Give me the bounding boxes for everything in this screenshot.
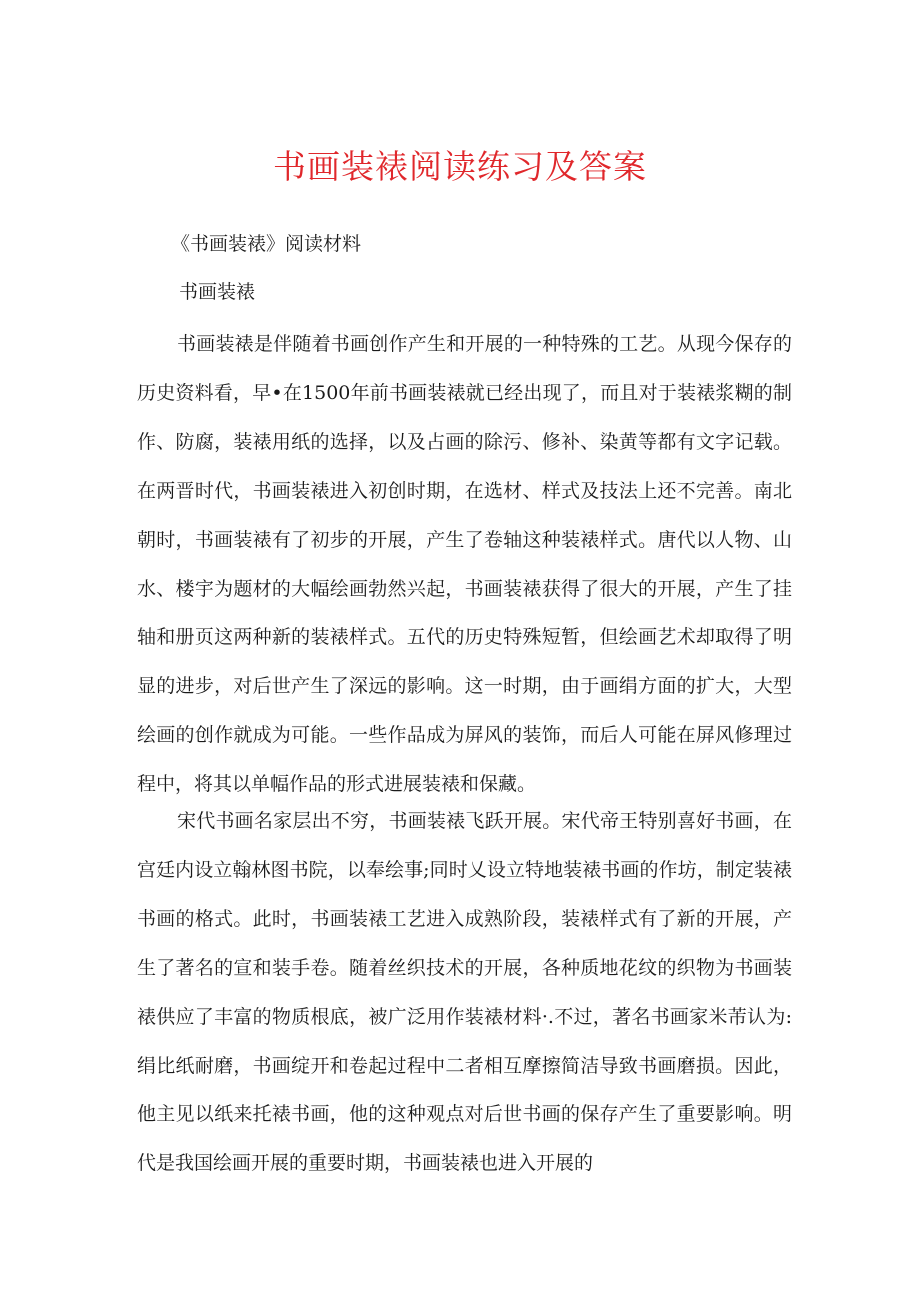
- section-heading: 书画装裱: [179, 281, 256, 303]
- document-title: 书画装裱阅读练习及答案: [273, 147, 647, 186]
- body-paragraph: 书画装裱是伴随着书画创作产生和开展的一种特殊的工艺。从现今保存的历史资料看，早•在1500年前书画装裱就已经出现了，而且对于装裱浆糊的制作、防腐，装裱用纸的选择，以及占画的除污、修补、染黄等都有文字记载。在两晋时代，书画装裱进入初创时期，在选材、样式及技法上还不完善。南北朝时，书画装裱有了初步的开展，产生了卷轴这种装裱样式。唐代以人物、山水、楼宇为题材的大幅绘画勃然兴起，书画装裱获得了很大的开展，产生了挂轴和册页这两种新的装裱样式。五代的历史特殊短暂，但绘画艺术却取得了明显的进步，对后世产生了深远的影响。这一时期，由于画绢方面的扩大，大型绘画的创作就成为可能。一些作品成为屏风的装饰，而后人可能在屏风修理过程中，将其以单幅作品的形式进展装裱和保藏。: [137, 333, 792, 796]
- document-subtitle: 《书画装裱》阅读材料: [171, 233, 362, 255]
- body-paragraph: 宋代书画名家层出不穷，书画装裱飞跃开展。宋代帝王特别喜好书画，在宫廷内设立翰林图书院，以奉绘事;同时乂设立特地装裱书画的作坊，制定装裱书画的格式。此时，书画装裱工艺进入成熟阶段，装裱样式有了新的开展，产生了著名的宣和装手卷。随着丝织技术的开展，各种质地花纹的织物为书画装裱供应了丰富的物质根底，被广泛用作装裱材料·.不过，著名书画家米芾认为:绢比纸耐磨，书画绽开和卷起过程中二者相互摩擦简洁导致书画磨损。因此，他主见以纸来托裱书画，他的这种观点对后世书画的保存产生了重要影响。明代是我国绘画开展的重要时期，书画装裱也进入开展的: [137, 810, 792, 1175]
